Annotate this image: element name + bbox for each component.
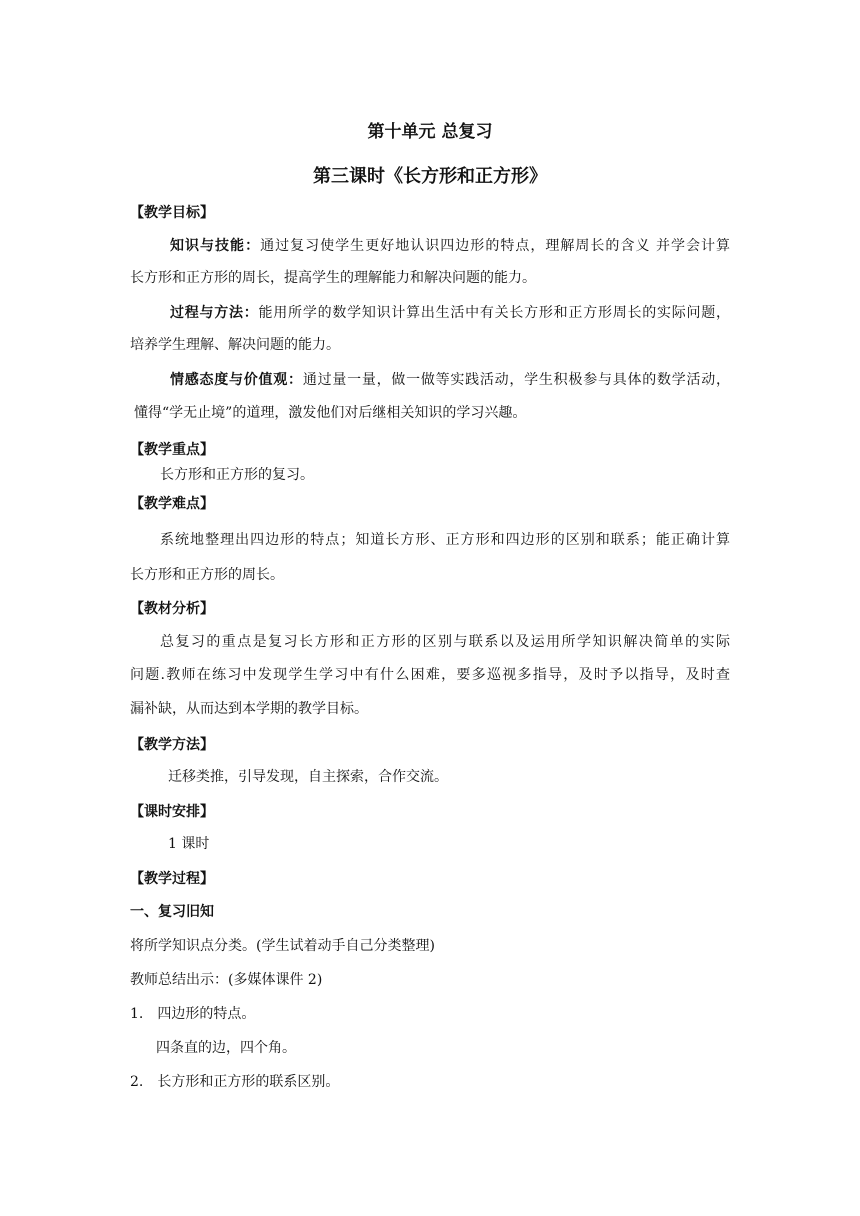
goal-knowledge-line1 bbox=[170, 236, 730, 256]
document-subtitle: 第三课时《长方形和正方形》 bbox=[313, 166, 547, 187]
analysis-line2: 问题.教师在练习中发现学生学习中有什么困难，要多巡视多指导，及时予以指导，及时查 bbox=[130, 667, 730, 683]
analysis-line3: 漏补缺，从而达到本学期的教学目标。 bbox=[130, 701, 368, 717]
method-text: 迁移类推，引导发现，自主探索，合作交流。 bbox=[168, 769, 448, 785]
goal-knowledge-label: 知识与技能： bbox=[170, 238, 261, 254]
process-item2 bbox=[130, 1072, 339, 1092]
goal-process-label: 过程与方法： bbox=[170, 305, 259, 321]
process-item2-text: 长方形和正方形的联系区别。 bbox=[157, 1074, 340, 1090]
goal-emotion-label: 情感态度与价值观： bbox=[170, 372, 303, 388]
process-step1-heading: 一、复习旧知 bbox=[130, 904, 214, 920]
difficulty-line1: 系统地整理出四边形的特点；知道长方形、正方形和四边形的区别和联系；能正确计算 bbox=[160, 532, 730, 548]
section-heading-difficulty: 【教学难点】 bbox=[130, 496, 214, 512]
section-heading-schedule: 【课时安排】 bbox=[130, 804, 214, 820]
process-item2-number: 2. bbox=[130, 1074, 144, 1090]
section-heading-key-point: 【教学重点】 bbox=[130, 442, 214, 458]
section-heading-method: 【教学方法】 bbox=[130, 737, 214, 753]
process-item1-sub: 四条直的边，四个角。 bbox=[156, 1040, 296, 1056]
goal-process-text: 能用所学的数学知识计算出生活中有关长方形和正方形周长的实际问题， bbox=[258, 305, 731, 321]
goal-knowledge-line2: 长方形和正方形的周长，提高学生的理解能力和解决问题的能力。 bbox=[130, 270, 536, 286]
document-title: 第十单元 总复习 bbox=[367, 122, 493, 142]
schedule-text: 1 课时 bbox=[168, 836, 210, 852]
process-item1-number: 1. bbox=[130, 1006, 144, 1022]
process-line2: 教师总结出示：(多媒体课件 2) bbox=[130, 972, 323, 988]
goal-process-line1 bbox=[170, 303, 730, 323]
key-point-text: 长方形和正方形的复习。 bbox=[160, 467, 314, 483]
goal-process-line2: 培养学生理解、解决问题的能力。 bbox=[130, 337, 340, 353]
section-heading-goals: 【教学目标】 bbox=[130, 205, 214, 221]
goal-emotion-line2: 懂得“学无止境”的道理，激发他们对后继相关知识的学习兴趣。 bbox=[134, 405, 527, 421]
goal-emotion-text: 通过量一量，做一做等实践活动，学生积极参与具体的数学活动， bbox=[302, 372, 731, 388]
section-heading-analysis: 【教材分析】 bbox=[130, 601, 214, 617]
goal-emotion-line1 bbox=[170, 370, 730, 390]
goal-knowledge-text: 通过复习使学生更好地认识四边形的特点，理解周长的含义 并学会计算 bbox=[260, 238, 731, 254]
process-line1: 将所学知识点分类。(学生试着动手自己分类整理) bbox=[130, 938, 435, 954]
process-item1-text: 四边形的特点。 bbox=[157, 1006, 256, 1022]
process-item1 bbox=[130, 1004, 255, 1024]
section-heading-process: 【教学过程】 bbox=[130, 871, 214, 887]
difficulty-line2: 长方形和正方形的周长。 bbox=[130, 567, 284, 583]
analysis-line1: 总复习的重点是复习长方形和正方形的区别与联系以及运用所学知识解决简单的实际 bbox=[160, 634, 730, 650]
